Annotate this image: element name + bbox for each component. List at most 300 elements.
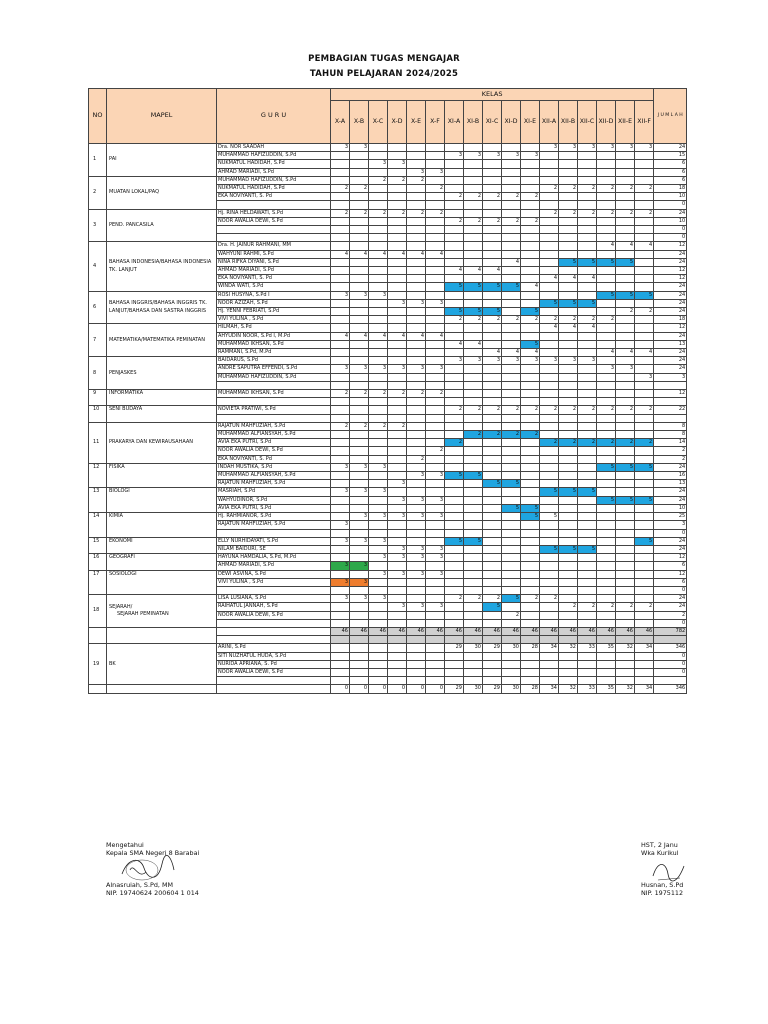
hours-cell [388, 586, 407, 594]
hours-cell: 3 [369, 291, 388, 299]
hours-cell: 2 [559, 209, 578, 217]
hours-cell [635, 652, 654, 660]
hours-cell: 2 [540, 406, 559, 414]
hours-cell: 30 [502, 644, 521, 652]
hours-cell [597, 660, 616, 668]
hours-cell [445, 611, 464, 619]
hours-cell [388, 611, 407, 619]
hours-cell [483, 373, 502, 381]
hours-cell [388, 193, 407, 201]
hours-cell: 4 [464, 267, 483, 275]
hours-cell [369, 373, 388, 381]
hours-cell [407, 349, 426, 357]
hours-cell: 3 [426, 168, 445, 176]
hours-cell [635, 258, 654, 266]
hours-cell [483, 578, 502, 586]
hours-cell [350, 480, 369, 488]
hours-cell [426, 316, 445, 324]
hours-cell [635, 226, 654, 234]
hours-cell [635, 217, 654, 225]
hours-cell [350, 545, 369, 553]
hours-cell [445, 275, 464, 283]
hours-cell [502, 398, 521, 406]
hours-cell: 5 [483, 603, 502, 611]
teacher-name: NILAM BAIDURI, SE [217, 545, 331, 553]
teacher-name: AHMAD MARIADI, S.Pd [217, 562, 331, 570]
hours-cell [635, 365, 654, 373]
hours-cell [483, 144, 502, 152]
hours-cell: 5 [464, 537, 483, 545]
hours-cell [388, 185, 407, 193]
hours-cell: 5 [597, 291, 616, 299]
hours-cell [331, 586, 350, 594]
hours-cell [635, 275, 654, 283]
hours-cell [445, 324, 464, 332]
hours-cell [578, 267, 597, 275]
hours-cell [597, 193, 616, 201]
hours-cell [483, 422, 502, 430]
hours-cell [616, 668, 635, 676]
hours-cell [331, 668, 350, 676]
hours-cell [350, 496, 369, 504]
hours-cell [464, 422, 483, 430]
hours-cell [445, 234, 464, 242]
hours-cell: 3 [559, 357, 578, 365]
hours-cell: 3 [407, 570, 426, 578]
hours-cell [369, 144, 388, 152]
hours-cell: 2 [559, 406, 578, 414]
hours-cell [597, 152, 616, 160]
hours-cell [597, 677, 616, 685]
hours-cell [445, 176, 464, 184]
subject-name [107, 685, 217, 693]
subject-name: SOSIOLOGI [107, 570, 217, 595]
hours-cell [559, 414, 578, 422]
table-row [89, 406, 687, 414]
hours-cell [559, 308, 578, 316]
hours-cell: 5 [635, 537, 654, 545]
total-cell: 6 [654, 160, 687, 168]
class-header: XII-B [559, 101, 578, 144]
hours-cell [369, 439, 388, 447]
hours-cell: 4 [426, 250, 445, 258]
hours-cell [464, 513, 483, 521]
hours-cell: 2 [521, 406, 540, 414]
hours-cell [445, 578, 464, 586]
hours-cell: 0 [407, 685, 426, 693]
hours-cell [407, 668, 426, 676]
hours-cell: 29 [483, 685, 502, 693]
hours-cell [426, 652, 445, 660]
hours-cell: 3 [369, 513, 388, 521]
hours-cell [407, 406, 426, 414]
hours-cell [616, 332, 635, 340]
hours-cell [426, 422, 445, 430]
hours-cell: 4 [350, 332, 369, 340]
subject-name: PEND. PANCASILA [107, 209, 217, 242]
hours-cell [578, 291, 597, 299]
hours-cell: 5 [578, 545, 597, 553]
hours-cell: 2 [502, 431, 521, 439]
hours-cell [369, 644, 388, 652]
subject-number: 16 [89, 554, 107, 570]
teacher-name: MUHAMMAD ALFIANSYAH, S.Pd [217, 472, 331, 480]
hours-cell: 2 [483, 193, 502, 201]
hours-cell: 3 [388, 570, 407, 578]
hours-cell [540, 652, 559, 660]
hours-cell [350, 234, 369, 242]
hours-cell [616, 324, 635, 332]
hours-cell [388, 168, 407, 176]
hours-cell [616, 537, 635, 545]
hours-cell: 2 [331, 185, 350, 193]
hours-cell: 5 [635, 496, 654, 504]
hours-cell: 2 [540, 316, 559, 324]
hours-cell [540, 447, 559, 455]
hours-cell [445, 545, 464, 553]
hours-cell [350, 168, 369, 176]
hours-cell [502, 381, 521, 389]
hours-cell: 3 [426, 365, 445, 373]
hours-cell [616, 431, 635, 439]
teacher-name: HILMAH, S.Pd [217, 324, 331, 332]
hours-cell [578, 619, 597, 627]
signature-right [641, 842, 688, 857]
total-cell: 14 [654, 439, 687, 447]
hours-cell [635, 521, 654, 529]
hours-cell [483, 496, 502, 504]
hours-cell: 5 [502, 480, 521, 488]
hours-cell [331, 480, 350, 488]
hours-cell: 3 [369, 365, 388, 373]
hours-cell [502, 570, 521, 578]
hours-cell [388, 677, 407, 685]
hours-cell [635, 545, 654, 553]
hours-cell [407, 431, 426, 439]
hours-cell [445, 381, 464, 389]
hours-cell: 34 [540, 644, 559, 652]
hours-cell: 3 [388, 545, 407, 553]
hours-cell [521, 529, 540, 537]
hours-cell [597, 414, 616, 422]
hours-cell [578, 636, 597, 644]
hours-cell [350, 570, 369, 578]
hours-cell [521, 554, 540, 562]
hours-cell [445, 365, 464, 373]
hours-cell [521, 168, 540, 176]
hours-cell [635, 267, 654, 275]
hours-cell [388, 595, 407, 603]
hours-cell [521, 472, 540, 480]
hours-cell [540, 480, 559, 488]
hours-cell [350, 447, 369, 455]
hours-cell [407, 258, 426, 266]
hours-cell [350, 373, 369, 381]
hours-cell [369, 217, 388, 225]
hours-cell [331, 373, 350, 381]
hours-cell [597, 504, 616, 512]
hours-cell [464, 455, 483, 463]
total-cell: 6 [654, 176, 687, 184]
hours-cell [521, 234, 540, 242]
hours-cell [407, 414, 426, 422]
hours-cell [426, 201, 445, 209]
hours-cell [559, 652, 578, 660]
hours-cell [578, 537, 597, 545]
hours-cell [388, 349, 407, 357]
hours-cell [616, 299, 635, 307]
hours-cell: 5 [597, 258, 616, 266]
hours-cell [388, 144, 407, 152]
hours-cell: 3 [445, 152, 464, 160]
hours-cell [350, 308, 369, 316]
hours-cell: 2 [559, 316, 578, 324]
hours-cell: 4 [635, 242, 654, 250]
hours-cell [426, 242, 445, 250]
hours-cell [407, 373, 426, 381]
hours-cell [502, 513, 521, 521]
hours-cell: 2 [578, 603, 597, 611]
hours-cell: 2 [578, 406, 597, 414]
hours-cell [521, 258, 540, 266]
hours-cell: 3 [540, 144, 559, 152]
hours-cell: 3 [350, 595, 369, 603]
hours-cell [559, 193, 578, 201]
hours-cell [388, 340, 407, 348]
hours-cell [407, 340, 426, 348]
hours-cell [540, 226, 559, 234]
teacher-name: Hj. RAHMIANOR, S.Pd [217, 513, 331, 521]
hours-cell: 34 [635, 644, 654, 652]
total-cell: 346 [654, 644, 687, 652]
hours-cell [635, 554, 654, 562]
teacher-name: ANDRE SAPUTRA EFFENDI, S.Pd [217, 365, 331, 373]
hours-cell: 3 [407, 168, 426, 176]
hours-cell [521, 373, 540, 381]
total-cell [654, 398, 687, 406]
hours-cell: 5 [559, 299, 578, 307]
hours-cell [369, 504, 388, 512]
total-cell: 3 [654, 373, 687, 381]
class-header: XII-A [540, 101, 559, 144]
hours-cell: 3 [426, 513, 445, 521]
hours-cell [635, 504, 654, 512]
total-cell: 24 [654, 144, 687, 152]
mapel-header: MAPEL [107, 89, 217, 144]
hours-cell [635, 570, 654, 578]
hours-cell: 5 [597, 496, 616, 504]
hours-cell: 3 [483, 357, 502, 365]
hours-cell [540, 578, 559, 586]
hours-cell [540, 242, 559, 250]
hours-cell: 32 [616, 644, 635, 652]
hours-cell [559, 529, 578, 537]
hours-cell [464, 176, 483, 184]
hours-cell [350, 472, 369, 480]
hours-cell [578, 349, 597, 357]
hours-cell [597, 176, 616, 184]
hours-cell [407, 217, 426, 225]
hours-cell [521, 275, 540, 283]
hours-cell [578, 480, 597, 488]
hours-cell [635, 160, 654, 168]
hours-cell [616, 267, 635, 275]
hours-cell: 46 [350, 627, 369, 635]
hours-cell [331, 160, 350, 168]
class-header: XII-D [597, 101, 616, 144]
hours-cell [331, 258, 350, 266]
hours-cell [331, 234, 350, 242]
hours-cell [578, 340, 597, 348]
hours-cell [369, 455, 388, 463]
hours-cell [464, 250, 483, 258]
hours-cell [521, 439, 540, 447]
hours-cell: 46 [483, 627, 502, 635]
hours-cell [407, 185, 426, 193]
hours-cell [559, 283, 578, 291]
hours-cell: 5 [483, 283, 502, 291]
hours-cell [369, 636, 388, 644]
hours-cell [502, 414, 521, 422]
teacher-name: MASRIAH, S.Pd [217, 488, 331, 496]
hours-cell [616, 193, 635, 201]
hours-cell [540, 258, 559, 266]
hours-cell [445, 168, 464, 176]
hours-cell: 3 [407, 496, 426, 504]
hours-cell: 5 [502, 283, 521, 291]
hours-cell [464, 365, 483, 373]
teacher-name: SITI NUZHATUL HUDA, S.Pd [217, 652, 331, 660]
hours-cell [350, 201, 369, 209]
hours-cell [445, 603, 464, 611]
subject-name: BK [107, 644, 217, 685]
hours-cell [331, 554, 350, 562]
teacher-name [217, 529, 331, 537]
hours-cell [597, 373, 616, 381]
hours-cell [597, 332, 616, 340]
hours-cell: 2 [388, 209, 407, 217]
hours-cell: 2 [388, 422, 407, 430]
table-row [89, 463, 687, 471]
hours-cell [369, 283, 388, 291]
hours-cell [464, 349, 483, 357]
hours-cell [559, 636, 578, 644]
hours-cell [483, 250, 502, 258]
hours-cell [635, 422, 654, 430]
hours-cell: 5 [483, 480, 502, 488]
hours-cell [407, 537, 426, 545]
hours-cell [521, 562, 540, 570]
hours-cell [369, 521, 388, 529]
total-cell: 346 [654, 685, 687, 693]
hours-cell [540, 332, 559, 340]
total-cell: 24 [654, 545, 687, 553]
hours-cell: 2 [521, 431, 540, 439]
subject-number: 10 [89, 406, 107, 422]
hours-cell [426, 463, 445, 471]
hours-cell [369, 398, 388, 406]
hours-cell [388, 447, 407, 455]
hours-cell [426, 308, 445, 316]
total-cell: 0 [654, 619, 687, 627]
hours-cell [426, 611, 445, 619]
hours-cell [464, 603, 483, 611]
hours-cell [502, 455, 521, 463]
teacher-name: MUHAMMAD HAFIZUDDIN, S.Pd [217, 373, 331, 381]
hours-cell: 5 [559, 258, 578, 266]
hours-cell [540, 283, 559, 291]
hours-cell [369, 578, 388, 586]
hours-cell [407, 652, 426, 660]
hours-cell [483, 291, 502, 299]
hours-cell [388, 529, 407, 537]
hours-cell [331, 660, 350, 668]
hours-cell [483, 652, 502, 660]
table-row [89, 357, 687, 365]
table-row [89, 554, 687, 562]
hours-cell: 5 [464, 472, 483, 480]
hours-cell: 3 [350, 537, 369, 545]
teacher-name: WAHYUNI RAHMI, S.Pd [217, 250, 331, 258]
total-cell: 18 [654, 185, 687, 193]
hours-cell [597, 545, 616, 553]
hours-cell [559, 619, 578, 627]
hours-cell: 4 [407, 250, 426, 258]
hours-cell [559, 332, 578, 340]
hours-cell: 3 [483, 152, 502, 160]
table-row [89, 291, 687, 299]
hours-cell [464, 324, 483, 332]
hours-cell [597, 636, 616, 644]
hours-cell [635, 324, 654, 332]
subject-name: PRAKARYA DAN KEWIRAUSAHAAN [107, 422, 217, 463]
teacher-name: DEWI ASVINA, S.Pd [217, 570, 331, 578]
hours-cell [559, 373, 578, 381]
teacher-name: EKA NOVIYANTI, S. Pd [217, 455, 331, 463]
hours-cell: 3 [331, 562, 350, 570]
hours-cell [350, 439, 369, 447]
hours-cell [388, 267, 407, 275]
hours-cell [445, 250, 464, 258]
hours-cell [578, 332, 597, 340]
hours-cell [483, 160, 502, 168]
hours-cell [331, 299, 350, 307]
hours-cell [426, 381, 445, 389]
hours-cell: 4 [559, 275, 578, 283]
hours-cell [388, 619, 407, 627]
hours-cell [540, 570, 559, 578]
hours-cell [559, 398, 578, 406]
hours-cell: 4 [483, 349, 502, 357]
hours-cell [483, 414, 502, 422]
hours-cell [540, 455, 559, 463]
hours-cell [426, 504, 445, 512]
hours-cell [597, 250, 616, 258]
hours-cell [559, 595, 578, 603]
hours-cell [540, 152, 559, 160]
hours-cell: 2 [331, 209, 350, 217]
hours-cell: 3 [350, 365, 369, 373]
hours-cell: 5 [540, 299, 559, 307]
hours-cell [616, 578, 635, 586]
hours-cell [502, 636, 521, 644]
hours-cell [464, 414, 483, 422]
class-header: XI-C [483, 101, 502, 144]
total-cell: 12 [654, 554, 687, 562]
hours-cell: 2 [445, 217, 464, 225]
hours-cell [350, 414, 369, 422]
hours-cell [369, 545, 388, 553]
